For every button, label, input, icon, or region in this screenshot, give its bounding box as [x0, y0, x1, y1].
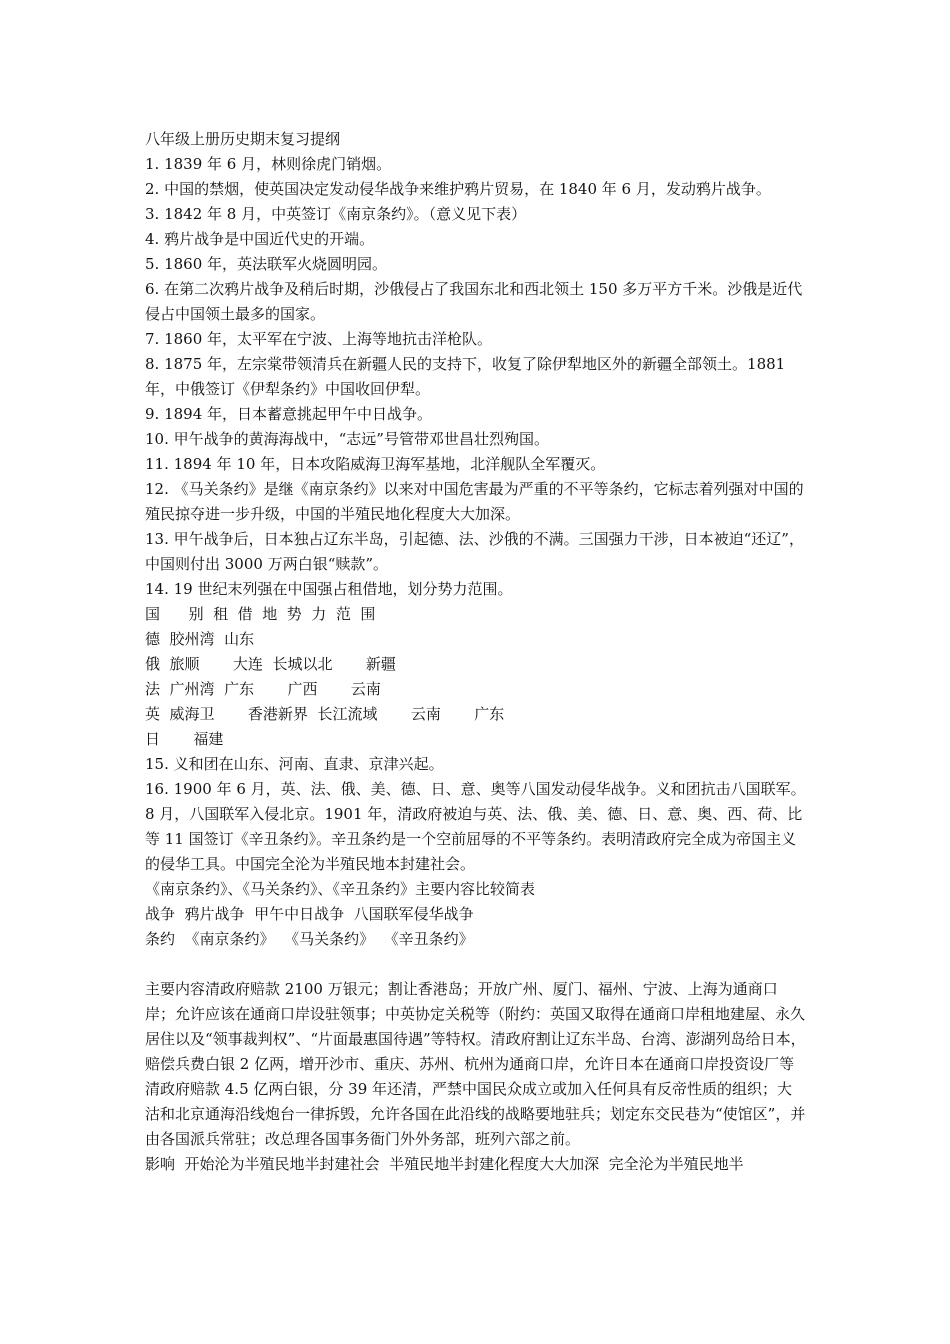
table-row: 俄 旅顺 大连 长城以北 新疆 [145, 655, 396, 673]
list-item: 10. 甲午战争的黄海海战中，“志远”号管带邓世昌壮烈殉国。 [145, 430, 549, 448]
document-title: 八年级上册历史期末复习提纲 [145, 130, 341, 148]
table-heading: 《南京条约》、《马关条约》、《辛丑条约》主要内容比较简表 [145, 880, 536, 898]
list-item: 16. 1900 年 6 月，英、法、俄、美、德、日、意、奥等八国发动侵华战争。义和团抗击八国联军。8 月，八国联军入侵北京。1901 年，清政府被迫与英、法、俄、美、德、日、意、奥、西、荷、比等 11 国签订《辛丑条约》。辛丑条约是一个空前屈辱的不平等条约。表明清政府完全成为帝国主义的侵华工具。中国完全沦为半殖民地本封建社会。 [145, 780, 806, 873]
list-item: 1. 1839 年 6 月，林则徐虎门销烟。 [145, 155, 392, 173]
table-row: 战争 鸦片战争 甲午中日战争 八国联军侵华战争 [145, 905, 474, 923]
list-item: 3. 1842 年 8 月，中英签订《南京条约》。（意义见下表） [145, 205, 527, 223]
list-item: 6. 在第二次鸦片战争及稍后时期，沙俄侵占了我国东北和西北领土 150 多万平方千米。沙俄是近代侵占中国领土最多的国家。 [145, 280, 803, 323]
list-item: 11. 1894 年 10 年，日本攻陷威海卫海军基地，北洋舰队全军覆灭。 [145, 455, 606, 473]
list-item: 8. 1875 年，左宗棠带领清兵在新疆人民的支持下，收复了除伊犁地区外的新疆全部领土。1881 年，中俄签订《伊犁条约》中国收回伊犁。 [145, 355, 786, 398]
list-item: 14. 19 世纪末列强在中国强占租借地，划分势力范围。 [145, 580, 513, 598]
list-item: 9. 1894 年，日本蓄意挑起甲午中日战争。 [145, 405, 433, 423]
treaty-comparison-table [145, 877, 807, 1177]
list-item: 2. 中国的禁烟，使英国决定发动侵华战争来维护鸦片贸易，在 1840 年 6 月，发动鸦片战争。 [145, 180, 771, 198]
list-item: 7. 1860 年，太平军在宁波、上海等地抗击洋枪队。 [145, 330, 493, 348]
document-body [145, 127, 807, 1177]
list-item: 5. 1860 年，英法联军火烧圆明园。 [145, 255, 388, 273]
list-item: 13. 甲午战争后，日本独占辽东半岛，引起德、法、沙俄的不满。三国强力干涉，日本被迫“还辽”，中国则付出 3000 万两白银“赎款”。 [145, 530, 804, 573]
blank-line [145, 952, 807, 977]
table-row: 法 广州湾 广东 广西 云南 [145, 680, 381, 698]
table-row: 主要内容清政府赔款 2100 万银元；割让香港岛；开放广州、厦门、福州、宁波、上海为通商口岸；允许应该在通商口岸设驻领事；中英协定关税等（附约：英国又取得在通商口岸租地建屋、永久居住以及“领事裁判权”、“片面最惠国待遇”等特权。清政府割让辽东半岛、台湾、澎湖列岛给日本，赔偿兵费白银 2 亿两，增开沙市、重庆、苏州、杭州为通商口岸，允许日本在通商口岸投资设厂等清政府赔款 4.5 亿两白银，分 39 年还清，严禁中国民众成立或加入任何具有反帝性质的组织；大沽和北京通海沿线炮台一律拆毁，允许各国在此沿线的战略要地驻兵；划定东交民巷为“使馆区”，并由各国派兵常驻；改总理各国事务衙门外外务部，班列六部之前。 [145, 980, 806, 1148]
list-item: 15. 义和团在山东、河南、直隶、京津兴起。 [145, 755, 444, 773]
table-row: 影响 开始沦为半殖民地半封建社会 半殖民地半封建化程度大大加深 完全沦为半殖民地半 [145, 1155, 744, 1173]
sphere-of-influence-table [145, 602, 807, 752]
table-row: 国 别 租 借 地 势 力 范 围 [145, 605, 376, 623]
list-item: 4. 鸦片战争是中国近代史的开端。 [145, 230, 375, 248]
table-row: 日 福建 [145, 730, 224, 748]
table-row: 条约 《南京条约》 《马关条约》 《辛丑条约》 [145, 930, 474, 948]
list-item: 12. 《马关条约》是继《南京条约》以来对中国危害最为严重的不平等条约，它标志着列强对中国的殖民掠夺进一步升级，中国的半殖民地化程度大大加深。 [145, 480, 804, 523]
table-row: 英 威海卫 香港新界 长江流域 云南 广东 [145, 705, 505, 723]
table-row: 德 胶州湾 山东 [145, 630, 255, 648]
